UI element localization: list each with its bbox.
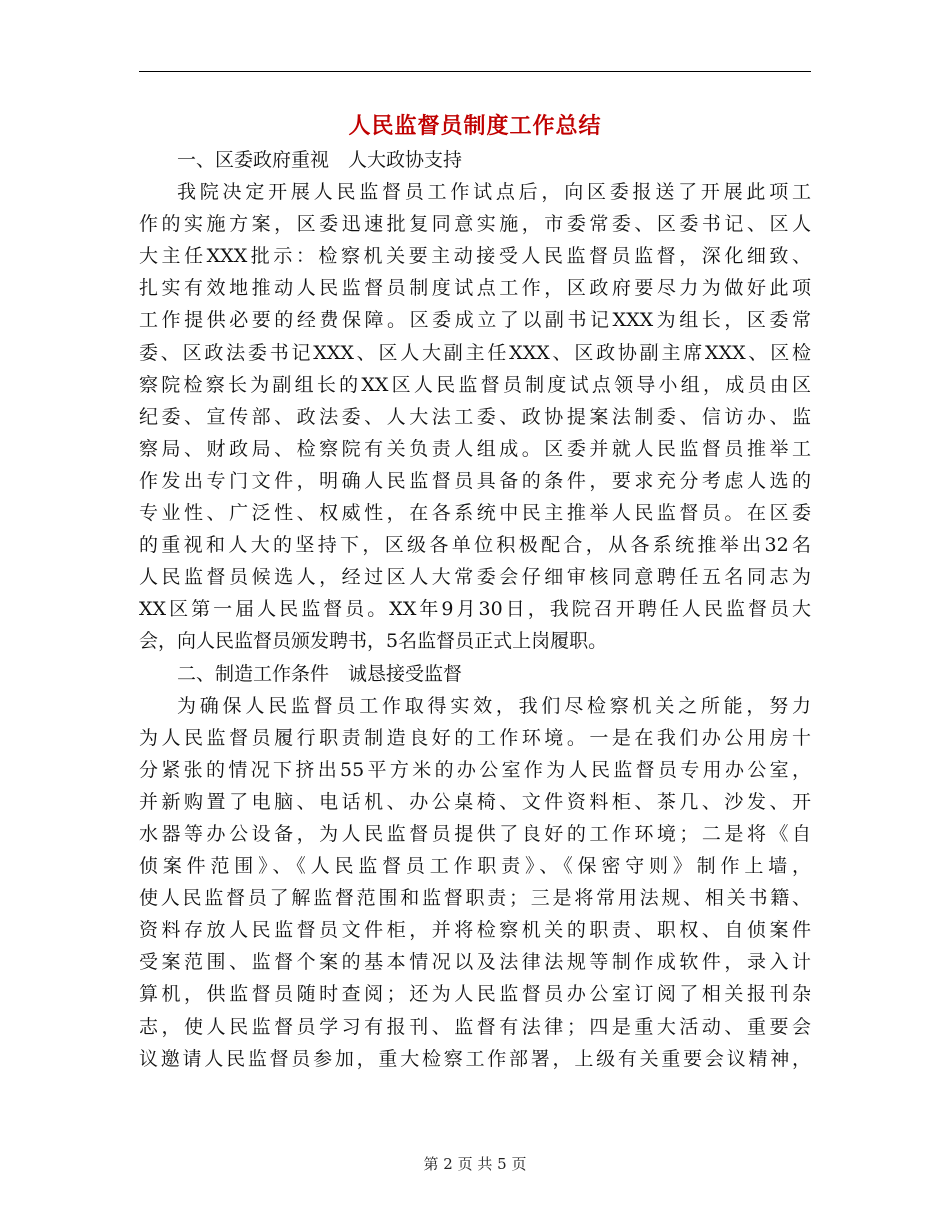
- section-heading: 二、制造工作条件 诚恳接受监督: [177, 662, 463, 685]
- paragraph-line: 我院决定开展人民监督员工作试点后，向区委报送了开展此项工: [177, 181, 811, 204]
- page-number: 第 2 页 共 5 页: [423, 1155, 527, 1173]
- paragraph-line: 专业性、广泛性、权威性，在各系统中民主推举人民监督员。在区委: [139, 502, 811, 525]
- paragraph-line: 察局、财政局、检察院有关负责人组成。区委并就人民监督员推举工: [139, 437, 811, 460]
- paragraph-line: 察院检察长为副组长的XX区人民监督员制度试点领导小组，成员由区: [139, 373, 811, 396]
- paragraph-line: 作的实施方案，区委迅速批复同意实施，市委常委、区委书记、区人: [139, 213, 811, 236]
- paragraph-line: 算机，供监督员随时查阅；还为人民监督员办公室订阅了相关报刊杂: [139, 983, 811, 1006]
- section-heading: 一、区委政府重视 人大政协支持: [177, 149, 463, 171]
- paragraph-line: 工作提供必要的经费保障。区委成立了以副书记XXX为组长，区委常: [139, 309, 811, 332]
- header-rule: [139, 71, 811, 72]
- paragraph-line: 人民监督员候选人，经过区人大常委会仔细审核同意聘任五名同志为: [139, 566, 811, 589]
- paragraph-line: 为确保人民监督员工作取得实效，我们尽检察机关之所能，努力: [177, 694, 811, 717]
- paragraph-line: 为人民监督员履行职责制造良好的工作环境。一是在我们办公用房十: [139, 726, 811, 749]
- paragraph-line: 扎实有效地推动人民监督员制度试点工作，区政府要尽力为做好此项: [139, 277, 811, 300]
- paragraph-line: 水器等办公设备，为人民监督员提供了良好的工作环境；二是将《自: [139, 822, 811, 845]
- paragraph-line: 大主任XXX批示：检察机关要主动接受人民监督员监督，深化细致、: [139, 245, 811, 268]
- document-body: [139, 144, 811, 1075]
- paragraph-line: 资料存放人民监督员文件柜，并将检察机关的职责、职权、自侦案件: [139, 919, 811, 942]
- paragraph-line: 分紧张的情况下挤出55平方米的办公室作为人民监督员专用办公室，: [139, 758, 811, 781]
- paragraph-line: 委、区政法委书记XXX、区人大副主任XXX、区政协副主席XXX、区检: [139, 341, 811, 364]
- paragraph-line: 受案范围、监督个案的基本情况以及法律法规等制作成软件，录入计: [139, 951, 811, 974]
- paragraph-line: 的重视和人大的坚持下，区级各单位积极配合，从各系统推举出32名: [139, 534, 811, 557]
- paragraph-line: 志，使人民监督员学习有报刊、监督有法律；四是重大活动、重要会: [139, 1015, 811, 1038]
- paragraph-line: 会，向人民监督员颁发聘书，5名监督员正式上岗履职。: [139, 630, 608, 653]
- document-title: 人民监督员制度工作总结: [348, 113, 602, 139]
- paragraph-line: 侦案件范围》、《人民监督员工作职责》、《保密守则》制作上墙，: [139, 855, 811, 878]
- paragraph-line: XX区第一届人民监督员。XX年9月30日，我院召开聘任人民监督员大: [139, 598, 811, 621]
- paragraph-line: 使人民监督员了解监督范围和监督职责；三是将常用法规、相关书籍、: [139, 887, 811, 910]
- paragraph-line: 议邀请人民监督员参加，重大检察工作部署，上级有关重要会议精神，: [139, 1047, 811, 1070]
- paragraph-line: 纪委、宣传部、政法委、人大法工委、政协提案法制委、信访办、监: [139, 405, 811, 428]
- paragraph-line: 并新购置了电脑、电话机、办公桌椅、文件资料柜、茶几、沙发、开: [139, 790, 811, 813]
- paragraph-line: 作发出专门文件，明确人民监督员具备的条件，要求充分考虑人选的: [139, 469, 811, 492]
